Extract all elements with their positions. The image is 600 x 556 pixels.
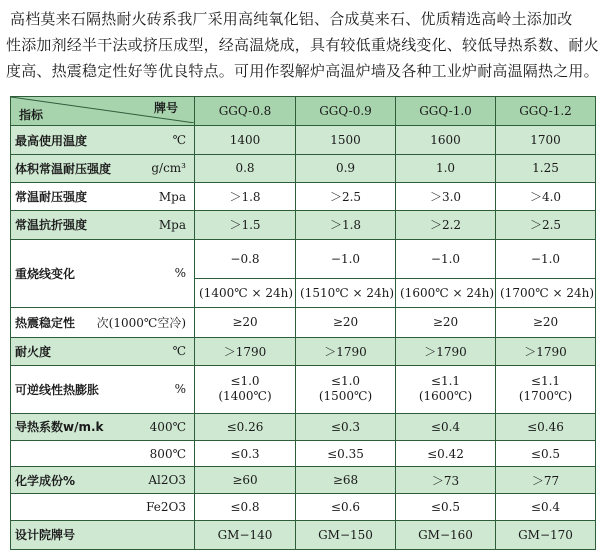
value-cell: ≥20	[195, 308, 296, 337]
row-unit: %	[174, 266, 186, 281]
value-cell: (1700℃ × 24h)	[496, 278, 596, 307]
value-cell: ＞1.8	[195, 183, 296, 211]
row-label: 常温耐压强度	[15, 190, 88, 205]
value-cell: ＞1790	[195, 337, 296, 365]
value-cell: ≥60	[195, 467, 296, 494]
value-cell: ≥20	[496, 308, 596, 337]
row-label-cell	[11, 239, 195, 308]
row-label-cell	[11, 467, 195, 494]
intro-line-1: 高档莫来石隔热耐火砖系我厂采用高纯氧化铝、合成莫来石、优质精选高岭土添加改	[10, 10, 573, 28]
value-condition: (1600℃)	[418, 389, 473, 404]
row-unit: Mpa	[158, 189, 186, 204]
row-label-cell	[11, 211, 195, 239]
row-label: 导热系数w/m.k	[15, 420, 104, 435]
value-cell: GM−170	[496, 520, 596, 549]
table-row	[11, 520, 596, 549]
value-cell: ≤0.26	[195, 413, 296, 440]
value-cell: ＞1.5	[195, 211, 296, 239]
header-corner-cell	[11, 97, 195, 126]
value-cell: ≤0.35	[296, 441, 396, 467]
row-unit: g/cm³	[151, 161, 186, 176]
row-unit: Al2O3	[148, 473, 186, 488]
row-unit: Mpa	[158, 217, 186, 232]
value-cell: 1400	[195, 126, 296, 154]
value-cell: 0.8	[195, 154, 296, 182]
grade-header: GGQ-0.9	[296, 97, 396, 126]
row-label-cell	[11, 520, 195, 549]
value-condition: (1400℃)	[218, 389, 272, 404]
value-cell: ≤0.8	[195, 494, 296, 520]
value-cell: ＞1790	[496, 337, 596, 365]
value-cell: 1600	[396, 126, 496, 154]
row-label-cell	[11, 413, 195, 440]
value-cell: ≤0.46	[496, 413, 596, 440]
value-cell: ≥20	[296, 308, 396, 337]
value-cell: GM−150	[296, 520, 396, 549]
value-cell: ≤0.5	[396, 494, 496, 520]
row-label: 最高使用温度	[15, 133, 88, 148]
row-unit: ℃	[172, 133, 186, 148]
value-cell: ≤0.42	[396, 441, 496, 467]
value-cell: 1500	[296, 126, 396, 154]
value-cell	[296, 365, 396, 413]
value-cell: ＞3.0	[396, 183, 496, 211]
value-cell: −1.0	[296, 239, 396, 278]
row-label-cell	[11, 337, 195, 365]
intro-paragraph	[0, 0, 600, 88]
value-cell: 1.0	[396, 154, 496, 182]
table-row	[11, 183, 596, 211]
table-row	[11, 365, 596, 413]
row-unit: 800℃	[149, 446, 186, 461]
value-main: ≤1.0	[230, 374, 260, 389]
value-main: ≤1.1	[430, 374, 461, 389]
value-cell: ＞2.5	[496, 211, 596, 239]
row-label-cell	[11, 365, 195, 413]
value-cell: 0.9	[296, 154, 396, 182]
row-unit: 400℃	[149, 419, 186, 434]
table-row	[11, 211, 596, 239]
value-cell: ≥68	[296, 467, 396, 494]
grade-header: GGQ-1.0	[396, 97, 496, 126]
row-label: 设计院牌号	[15, 528, 76, 543]
value-condition: (1700℃)	[518, 389, 573, 404]
table-row	[11, 308, 596, 337]
row-unit: ℃	[172, 344, 186, 359]
value-cell: 1700	[496, 126, 596, 154]
table-row	[11, 337, 596, 365]
table-row	[11, 239, 596, 278]
value-cell: ＞1790	[396, 337, 496, 365]
row-label-cell	[11, 183, 195, 211]
table-header-row	[11, 97, 596, 126]
value-cell: ≤0.3	[195, 441, 296, 467]
value-cell: (1400℃ × 24h)	[195, 278, 296, 307]
row-label-cell	[11, 154, 195, 182]
value-cell: ≤0.4	[396, 413, 496, 440]
grade-header: GGQ-0.8	[195, 97, 296, 126]
table-row	[11, 154, 596, 182]
value-cell: −0.8	[195, 239, 296, 278]
value-cell: 1.25	[496, 154, 596, 182]
value-cell: ≤0.5	[496, 441, 596, 467]
value-cell: (1600℃ × 24h)	[396, 278, 496, 307]
value-cell: ＞2.2	[396, 211, 496, 239]
corner-col-label: 牌号	[153, 101, 178, 115]
row-label: 化学成份%	[15, 473, 76, 488]
value-cell: ≤0.3	[296, 413, 396, 440]
value-cell	[396, 365, 496, 413]
value-cell: −1.0	[396, 239, 496, 278]
value-cell: GM−160	[396, 520, 496, 549]
row-label: 热震稳定性	[15, 315, 76, 330]
value-cell: (1510℃ × 24h)	[296, 278, 396, 307]
value-cell: ＞77	[496, 467, 596, 494]
value-cell: ≤0.6	[296, 494, 396, 520]
row-label: 耐火度	[15, 344, 52, 359]
value-cell	[195, 365, 296, 413]
value-main: ≤1.0	[330, 374, 361, 389]
value-cell: ≥20	[396, 308, 496, 337]
value-cell: −1.0	[496, 239, 596, 278]
table-row	[11, 126, 596, 154]
value-cell: ＞1790	[296, 337, 396, 365]
value-cell: GM−140	[195, 520, 296, 549]
value-condition: (1500℃)	[318, 389, 373, 404]
value-cell: ＞1.8	[296, 211, 396, 239]
corner-row-label: 指标	[19, 108, 44, 123]
row-label: 重烧线变化	[15, 266, 76, 281]
value-cell: ＞73	[396, 467, 496, 494]
table-row	[11, 494, 596, 520]
value-cell: ＞4.0	[496, 183, 596, 211]
value-cell: ≤0.4	[496, 494, 596, 520]
intro-line-2: 性添加剂经半干法或挤压成型，经高温烧成，具有较低重烧线变化、较低导热系数、耐火	[6, 36, 599, 54]
row-label-cell	[11, 441, 195, 467]
row-label: 可逆线性热膨胀	[15, 382, 100, 397]
row-label-cell	[11, 126, 195, 154]
row-label: 体积常温耐压强度	[15, 161, 112, 176]
value-cell: ＞2.5	[296, 183, 396, 211]
intro-line-3: 度高、热震稳定性好等优良特点。可用作裂解炉高温炉墙及各种工业炉耐高温隔热之用。	[6, 62, 599, 80]
grade-header: GGQ-1.2	[496, 97, 596, 126]
table-row	[11, 441, 596, 467]
spec-table	[10, 96, 596, 550]
row-unit: 次(1000℃空冷)	[96, 315, 186, 330]
row-label-cell	[11, 494, 195, 520]
value-main: ≤1.1	[530, 374, 561, 389]
row-unit: %	[174, 382, 186, 397]
row-unit: Fe2O3	[146, 499, 186, 514]
table-row	[11, 413, 596, 440]
row-label-cell	[11, 308, 195, 337]
value-cell	[496, 365, 596, 413]
table-row	[11, 467, 596, 494]
row-label: 常温抗折强度	[15, 218, 88, 233]
